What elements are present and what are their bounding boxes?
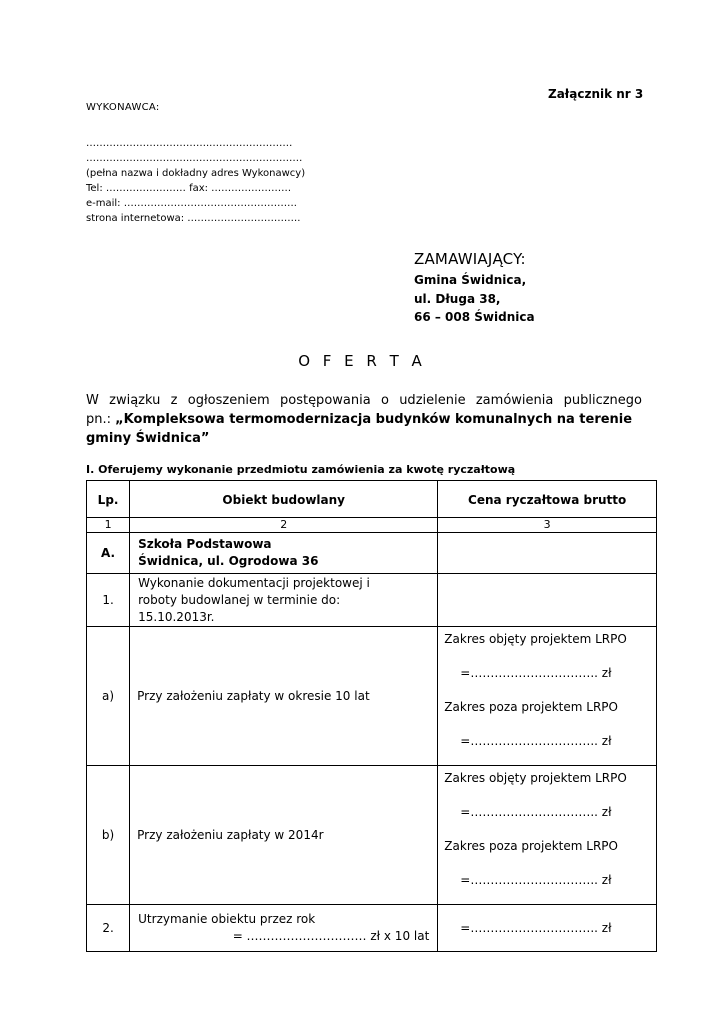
row-lp: b): [87, 766, 130, 905]
client-city: 66 – 008 Świdnica: [414, 310, 535, 324]
column-number: 2: [130, 518, 438, 533]
scope-label: Zakres poza projektem LRPO: [444, 700, 618, 714]
client-street: ul. Długa 38,: [414, 291, 501, 306]
maintenance-formula: = ………………………… zł x 10 lat: [232, 929, 430, 943]
intro-project-line: [86, 410, 642, 448]
contractor-line: strona internetowa: …………………………….: [86, 213, 301, 224]
contractor-line: Tel: …………………… fax: ……………………: [86, 183, 292, 194]
client-title: ZAMAWIAJĄCY:: [414, 250, 526, 268]
object-name: Szkoła Podstawowa: [138, 537, 272, 551]
price-cell: [438, 533, 657, 574]
contractor-details: [86, 136, 305, 226]
scope-label: Zakres objęty projektem LRPO: [444, 771, 627, 785]
column-number: 3: [438, 518, 657, 533]
price-value: =………………………….. zł: [460, 873, 612, 887]
price-cell: [438, 574, 657, 627]
description-cell: [130, 905, 438, 952]
table-row: [87, 574, 657, 627]
row-lp: A.: [87, 533, 130, 574]
project-name: „Kompleksowa termomodernizacja budynków komunalnych na terenie gminy Świdnica”: [86, 412, 633, 446]
intro-prefix: pn.:: [86, 412, 116, 427]
row-lp: a): [87, 627, 130, 766]
table-row: [87, 905, 657, 952]
price-value: =………………………….. zł: [460, 921, 612, 935]
description-line: Wykonanie dokumentacji projektowej i: [138, 575, 370, 590]
contractor-line: (pełna nazwa i dokładny adres Wykonawcy): [86, 168, 306, 179]
table-row: [87, 533, 657, 574]
price-value: =………………………….. zł: [460, 734, 612, 748]
section-heading: I. Oferujemy wykonanie przedmiotu zamówienia za kwotę ryczałtową: [86, 463, 516, 476]
scope-label: Zakres poza projektem LRPO: [444, 839, 618, 853]
table-row: [87, 766, 657, 905]
intro-paragraph: [86, 391, 642, 448]
contractor-line: e-mail: …………………………………………….: [86, 198, 297, 209]
scope-label: Zakres objęty projektem LRPO: [444, 632, 627, 646]
table-row: [87, 627, 657, 766]
column-number: 1: [87, 518, 130, 533]
offer-table: [86, 480, 657, 952]
contractor-label: WYKONAWCA:: [86, 102, 160, 113]
description-line: Utrzymanie obiektu przez rok: [138, 912, 316, 926]
row-lp: 1.: [87, 574, 130, 627]
header-cell: Obiekt budowlany: [130, 481, 438, 518]
row-lp: 2.: [87, 905, 130, 952]
price-cell: [438, 766, 657, 905]
column-number-row: [87, 518, 657, 533]
contractor-line: ………………………………..……………………: [86, 138, 293, 149]
description-cell: [130, 574, 438, 627]
object-cell: [130, 533, 438, 574]
description-line: roboty budowlanej w terminie do:: [138, 592, 341, 607]
object-address: Świdnica, ul. Ogrodowa 36: [138, 554, 319, 568]
table-header-row: [87, 481, 657, 518]
contractor-line: …………………………..……………………………: [86, 153, 303, 164]
price-value: =………………………….. zł: [460, 666, 612, 680]
header-cell: Cena ryczałtowa brutto: [438, 481, 657, 518]
description-line: 15.10.2013r.: [138, 609, 215, 624]
offer-title: O F E R T A: [298, 352, 426, 370]
intro-line: W związku z ogłoszeniem postępowania o udzielenie zamówienia publicznego: [86, 393, 642, 408]
price-cell: [438, 905, 657, 952]
price-value: =………………………….. zł: [460, 805, 612, 819]
description-cell: Przy założeniu zapłaty w 2014r: [130, 766, 438, 905]
price-cell: [438, 627, 657, 766]
attachment-label: Załącznik nr 3: [548, 87, 644, 101]
client-name: Gmina Świdnica,: [414, 273, 527, 287]
client-block: [414, 250, 535, 327]
description-cell: Przy założeniu zapłaty w okresie 10 lat: [130, 627, 438, 766]
header-cell: Lp.: [87, 481, 130, 518]
